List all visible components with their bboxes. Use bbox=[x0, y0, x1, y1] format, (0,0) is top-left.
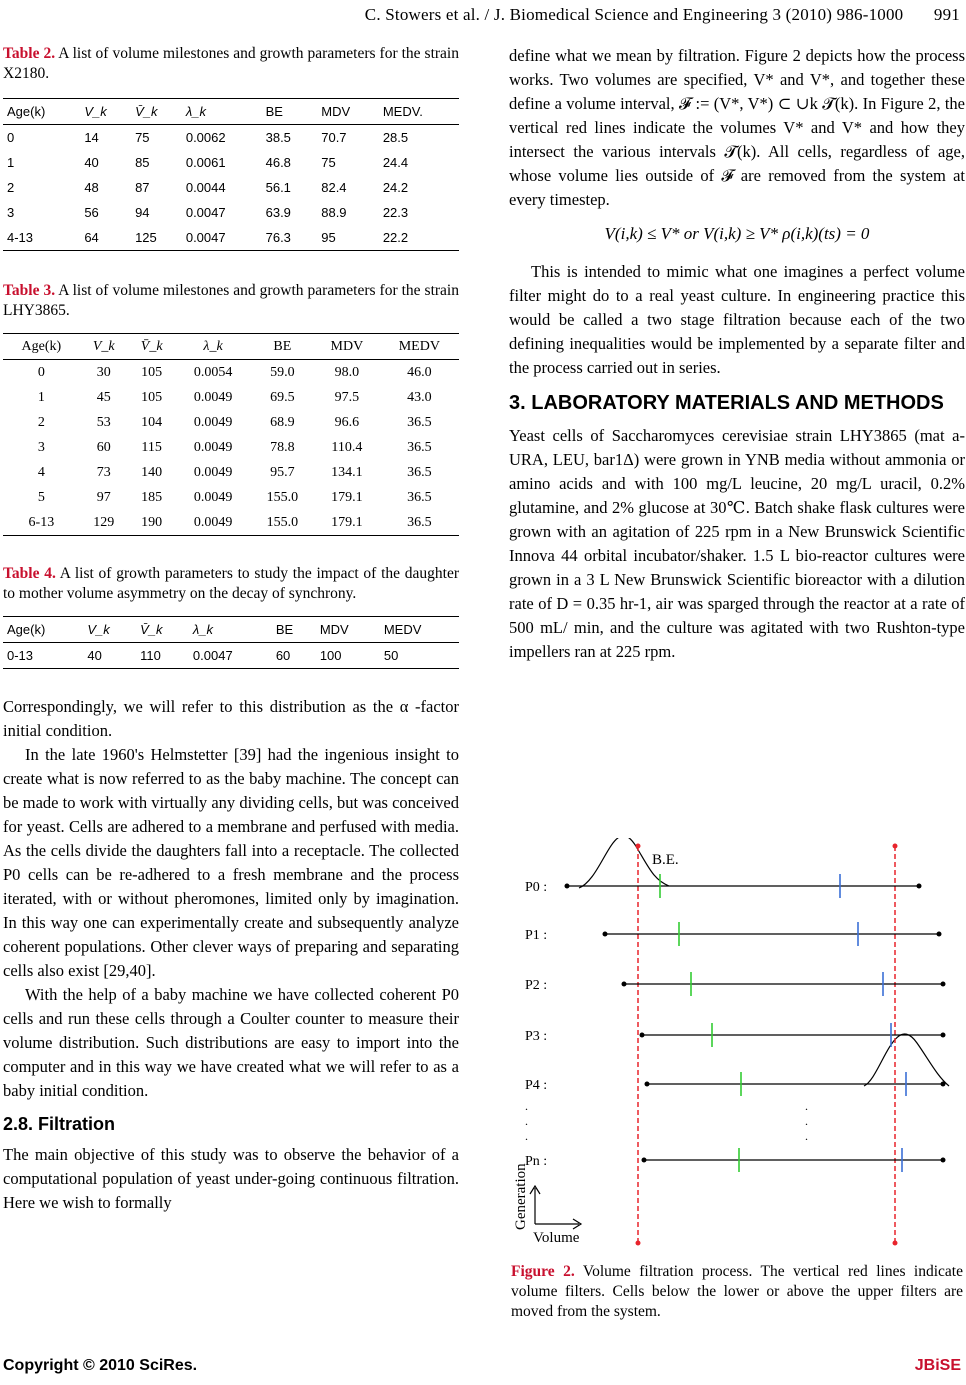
section-heading: 2.8. Filtration bbox=[3, 1114, 116, 1134]
table-cell: 40 bbox=[84, 154, 99, 170]
table-cell: 0.0054 bbox=[193, 364, 233, 380]
table-cell: 76.3 bbox=[265, 229, 291, 245]
x-axis-label: Volume bbox=[533, 1230, 580, 1246]
table-cell: 0.0049 bbox=[193, 389, 233, 405]
table-cell: 88.9 bbox=[321, 204, 347, 220]
table-cell: 179.1 bbox=[331, 514, 363, 530]
table-cell: 82.4 bbox=[321, 179, 347, 195]
table-cell: 24.2 bbox=[382, 179, 409, 195]
table4-header-cell: λ_k bbox=[192, 621, 214, 637]
table2-caption: Table 2. A list of volume milestones and growth parameters for the strain X2180. bbox=[3, 45, 459, 82]
table-cell: 1 bbox=[37, 389, 45, 405]
table-cell: 24.4 bbox=[382, 154, 409, 170]
generation-row-label: P2 : bbox=[525, 978, 548, 993]
footer-journal: JBiSE bbox=[914, 1357, 961, 1374]
table-cell: 78.8 bbox=[270, 439, 295, 455]
interval-start-dot bbox=[640, 1033, 645, 1038]
footer-copyright: Copyright © 2010 SciRes. bbox=[3, 1357, 198, 1374]
table-row bbox=[3, 125, 459, 151]
table2-header-cell: λ_k bbox=[185, 103, 206, 119]
table-cell: 6-13 bbox=[28, 514, 55, 530]
table-cell: 60 bbox=[275, 647, 291, 663]
table-cell: 56.1 bbox=[265, 179, 291, 195]
left-column bbox=[3, 44, 459, 1215]
figure-background bbox=[509, 838, 965, 1258]
table-cell: 69.5 bbox=[270, 389, 295, 405]
table-cell: 134.1 bbox=[331, 464, 363, 480]
table-cell: 190 bbox=[141, 514, 163, 530]
table4-header-cell: MDV bbox=[319, 621, 349, 637]
header-authors: C. Stowers et al. / J. Biomedical Science and Engineering 3 (2010) 986-1000 bbox=[364, 5, 904, 24]
table-cell: 14 bbox=[84, 129, 99, 145]
table-cell: 100 bbox=[319, 647, 342, 663]
table-row bbox=[3, 225, 459, 251]
table-cell: 0.0047 bbox=[185, 229, 226, 245]
table-cell: 155.0 bbox=[266, 489, 299, 505]
table-cell: 0.0049 bbox=[193, 514, 233, 530]
table-cell: 50 bbox=[383, 647, 399, 663]
interval-end-dot bbox=[941, 1033, 946, 1038]
table4-caption: Table 4. A list of growth parameters to study the impact of the daughter to mother volume asymmetry on the decay of synchrony. bbox=[3, 565, 459, 602]
table-cell: 22.2 bbox=[382, 229, 409, 245]
table-cell: 36.5 bbox=[407, 514, 432, 530]
generation-row-label: P3 : bbox=[525, 1029, 548, 1044]
table-cell: 96.6 bbox=[334, 414, 360, 430]
table4-header-cell: Age(k) bbox=[7, 621, 46, 637]
table-cell: 140 bbox=[141, 464, 163, 480]
ellipsis: . bbox=[805, 1129, 808, 1143]
table2-header-cell: V̄_k bbox=[135, 103, 158, 119]
table-cell: 46.0 bbox=[407, 364, 432, 380]
table-cell: 0.0049 bbox=[193, 439, 233, 455]
table3-header-cell: BE bbox=[273, 338, 292, 354]
table3-header-row bbox=[3, 334, 459, 360]
table-cell: 2 bbox=[37, 414, 45, 430]
table-cell: 60 bbox=[96, 439, 111, 455]
table-cell: 105 bbox=[141, 364, 163, 380]
header-page-number: 991 bbox=[933, 5, 960, 24]
table-cell: 70.7 bbox=[321, 129, 347, 145]
table-row bbox=[3, 200, 459, 225]
table-row bbox=[3, 385, 459, 410]
page-footer bbox=[3, 1357, 961, 1375]
table-cell: 0.0049 bbox=[193, 489, 233, 505]
paragraph: Yeast cells of Saccharomyces cerevisiae strain LHY3865 (mat a-URA, LEU, bar1Δ) were grown in YNB media without ammonia or amino acids and with 100 mg/L leucine, 20 mg/L uracil, 0.2% glutamine, and 2% glucose at 30℃. Batch shake flask cultures were grown with an agitation of 225 rpm in a New Brunswick Scientific Innova 44 orbital incubator/shaker. 1.5 L bio-reactor cultures were grown in a 3 L New Brunswick Scientific bioreactor with a dilution rate of D = 0.35 hr-1, air was sparged through the reactor at a rate of 500 mL/ min, and the culture was agitated with two Rushton-type impellers ran at 225 rpm. bbox=[509, 426, 965, 661]
paragraph: With the help of a baby machine we have collected coherent P0 cells and run these cells through a Coulter counter to measure their volume distribution. Such distributions are easy to import into the computer and in this way we have created what we will refer to as a baby initial condition. bbox=[3, 985, 459, 1100]
table-cell: 110 bbox=[140, 647, 161, 663]
table-cell: 97 bbox=[96, 489, 111, 505]
interval-end-dot bbox=[941, 1158, 946, 1163]
table4-header-cell: MEDV bbox=[383, 621, 422, 637]
table-cell: 0.0061 bbox=[185, 154, 226, 170]
ellipsis: . bbox=[805, 1114, 808, 1128]
table-cell: 125 bbox=[135, 229, 157, 245]
table-cell: 0 bbox=[37, 364, 45, 380]
table3-header-cell: MDV bbox=[330, 338, 364, 354]
figure2-diagram bbox=[509, 838, 965, 1258]
generation-row-label: P4 : bbox=[525, 1078, 548, 1093]
table-cell: 0.0062 bbox=[185, 129, 226, 145]
table-cell: 104 bbox=[141, 414, 163, 430]
table-cell: 28.5 bbox=[382, 129, 409, 145]
table2 bbox=[3, 98, 459, 251]
table-cell: 0.0049 bbox=[193, 464, 233, 480]
ellipsis: . bbox=[525, 1114, 528, 1128]
paragraph: define what we mean by filtration. Figure 2 depicts how the process works. Two volumes are specified, V* and V*, and together these define a volume interval, 𝓕 := (V*, V*) ⊂ ∪k 𝓣(k). In Figure 2, the vertical red lines indicate the volumes V* and V* and how they intersect the various intervals 𝓣(k). All cells, regardless of age, whose volume lies outside of 𝓕 are removed from the system at every timestep. bbox=[509, 46, 965, 209]
table-cell: 155.0 bbox=[266, 514, 299, 530]
table3-caption: Table 3. A list of volume milestones and growth parameters for the strain LHY3865. bbox=[3, 282, 459, 319]
table-row bbox=[3, 643, 459, 669]
lower-filter-top-dot bbox=[636, 844, 641, 849]
table-cell: 2 bbox=[7, 179, 15, 195]
generation-row-label: Pn : bbox=[525, 1154, 548, 1169]
table-row bbox=[3, 150, 459, 175]
table-cell: 45 bbox=[96, 389, 111, 405]
table2-header-cell: BE bbox=[265, 103, 283, 119]
table-cell: 46.8 bbox=[265, 154, 291, 170]
table-cell: 53 bbox=[96, 414, 111, 430]
table-cell: 4 bbox=[37, 464, 45, 480]
interval-end-dot bbox=[941, 1082, 946, 1087]
table2-header-cell: MDV bbox=[321, 103, 351, 119]
table4-header-cell: BE bbox=[275, 621, 294, 637]
table-cell: 129 bbox=[93, 514, 115, 530]
table-cell: 36.5 bbox=[407, 439, 432, 455]
table-cell: 40 bbox=[87, 647, 102, 663]
table2-header-cell: V_k bbox=[84, 103, 107, 119]
table-cell: 36.5 bbox=[407, 414, 432, 430]
table3-header-cell: V̄_k bbox=[140, 338, 163, 354]
table-cell: 85 bbox=[135, 154, 150, 170]
table-cell: 179.1 bbox=[331, 489, 363, 505]
paragraph: Correspondingly, we will refer to this distribution as the α -factor initial condition. bbox=[3, 697, 459, 740]
table-cell: 95.7 bbox=[270, 464, 295, 480]
table4-header-cell: V̄_k bbox=[140, 621, 163, 637]
ellipsis: . bbox=[525, 1099, 528, 1113]
interval-start-dot bbox=[622, 982, 627, 987]
table-cell: 95 bbox=[321, 229, 336, 245]
upper-filter-bottom-dot bbox=[893, 1241, 898, 1246]
table-cell: 94 bbox=[135, 204, 150, 220]
table-row bbox=[3, 460, 459, 485]
table-cell: 75 bbox=[135, 129, 150, 145]
table-cell: 105 bbox=[141, 389, 163, 405]
table-cell: 0 bbox=[7, 129, 15, 145]
table-row bbox=[3, 485, 459, 510]
ellipsis: . bbox=[805, 1099, 808, 1113]
paragraph: The main objective of this study was to observe the behavior of a computational population of yeast under-going continuous filtration. Here we wish to formally bbox=[3, 1145, 459, 1212]
table-cell: 0.0044 bbox=[185, 179, 226, 195]
table-cell: 1 bbox=[7, 154, 15, 170]
interval-start-dot bbox=[565, 884, 570, 889]
table-cell: 38.5 bbox=[265, 129, 291, 145]
table-row bbox=[3, 175, 459, 200]
table-row bbox=[3, 360, 459, 386]
table-cell: 0-13 bbox=[7, 647, 34, 663]
table-cell: 3 bbox=[7, 204, 15, 220]
upper-filter-top-dot bbox=[893, 844, 898, 849]
ellipsis: . bbox=[525, 1129, 528, 1143]
figure2-caption: Figure 2. Volume filtration process. The vertical red lines indicate volume filters. Cells below the lower or above the upper filters are moved from the system. bbox=[511, 1263, 963, 1320]
running-header bbox=[130, 0, 960, 30]
table-cell: 110.4 bbox=[331, 439, 363, 455]
table-row bbox=[3, 410, 459, 435]
table3-header-cell: V_k bbox=[92, 338, 115, 354]
table4-header-cell: V_k bbox=[87, 621, 110, 637]
table2-header-cell: MEDV. bbox=[382, 103, 423, 119]
table-cell: 43.0 bbox=[407, 389, 432, 405]
table4-header-row bbox=[3, 617, 459, 643]
table-cell: 48 bbox=[84, 179, 99, 195]
filter-equation: V(i,k) ≤ V* or V(i,k) ≥ V* ρ(i,k)(ts) = 0 bbox=[604, 224, 870, 243]
table-cell: 63.9 bbox=[265, 204, 291, 220]
table-cell: 30 bbox=[96, 364, 111, 380]
table3-header-cell: Age(k) bbox=[21, 338, 62, 354]
y-axis-label: Generation bbox=[513, 1163, 529, 1230]
interval-end-dot bbox=[937, 932, 942, 937]
table2-header-cell: Age(k) bbox=[7, 103, 46, 119]
paragraph: In the late 1960's Helmstetter [39] had the ingenious insight to create what is now referred to as the baby machine. The concept can be made to work with virtually any dividing cells, but was conceived for yeast. Cells are adhered to a membrane and perfused with media. As the cells divide the daughters fall into a receptacle. The collected P0 cells can be re-adhered to a fresh membrane and the process iterated, with or without pheromones, limited only by imagination. In this way one can experimentally create and subsequently analyze coherent populations. Other clever ways of preparing and separating cells also exist [29,40]. bbox=[3, 745, 459, 980]
table-cell: 5 bbox=[37, 489, 45, 505]
table-cell: 98.0 bbox=[334, 364, 360, 380]
generation-row-label: P1 : bbox=[525, 928, 548, 943]
table3-header-cell: λ_k bbox=[203, 338, 223, 354]
table-cell: 4-13 bbox=[7, 229, 34, 245]
table-cell: 115 bbox=[141, 439, 162, 455]
table-row bbox=[3, 510, 459, 536]
table-cell: 68.9 bbox=[270, 414, 295, 430]
table-cell: 59.0 bbox=[270, 364, 295, 380]
table-cell: 0.0049 bbox=[193, 414, 233, 430]
table-cell: 185 bbox=[141, 489, 163, 505]
table-cell: 3 bbox=[37, 439, 45, 455]
table-cell: 75 bbox=[321, 154, 336, 170]
table-cell: 0.0047 bbox=[185, 204, 226, 220]
generation-row-label: P0 : bbox=[525, 880, 548, 895]
interval-end-dot bbox=[941, 982, 946, 987]
table-row bbox=[3, 435, 459, 460]
table-cell: 73 bbox=[96, 464, 111, 480]
table3-header-cell: MEDV bbox=[398, 338, 440, 354]
right-column bbox=[509, 44, 965, 664]
table-cell: 64 bbox=[84, 229, 99, 245]
table4 bbox=[3, 616, 459, 669]
table2-header-row bbox=[3, 99, 459, 125]
table-cell: 0.0047 bbox=[192, 647, 233, 663]
interval-end-dot bbox=[917, 884, 922, 889]
interval-start-dot bbox=[645, 1082, 650, 1087]
paragraph: This is intended to mimic what one imagines a perfect volume filter might do to a real yeast culture. In engineering practice this would be called a two stage filtration because each of the two defining inequalities would be implemented by a separate filter and the process carried out in series. bbox=[509, 262, 965, 377]
interval-start-dot bbox=[603, 932, 608, 937]
section-heading: 3. LABORATORY MATERIALS AND METHODS bbox=[509, 392, 944, 414]
table-cell: 36.5 bbox=[407, 464, 432, 480]
table-cell: 97.5 bbox=[334, 389, 360, 405]
table-cell: 87 bbox=[135, 179, 150, 195]
table-cell: 22.3 bbox=[382, 204, 409, 220]
be-label: B.E. bbox=[652, 852, 679, 868]
lower-filter-bottom-dot bbox=[636, 1241, 641, 1246]
table-cell: 56 bbox=[84, 204, 99, 220]
interval-start-dot bbox=[642, 1158, 647, 1163]
table-cell: 36.5 bbox=[407, 489, 432, 505]
table3 bbox=[3, 333, 459, 536]
